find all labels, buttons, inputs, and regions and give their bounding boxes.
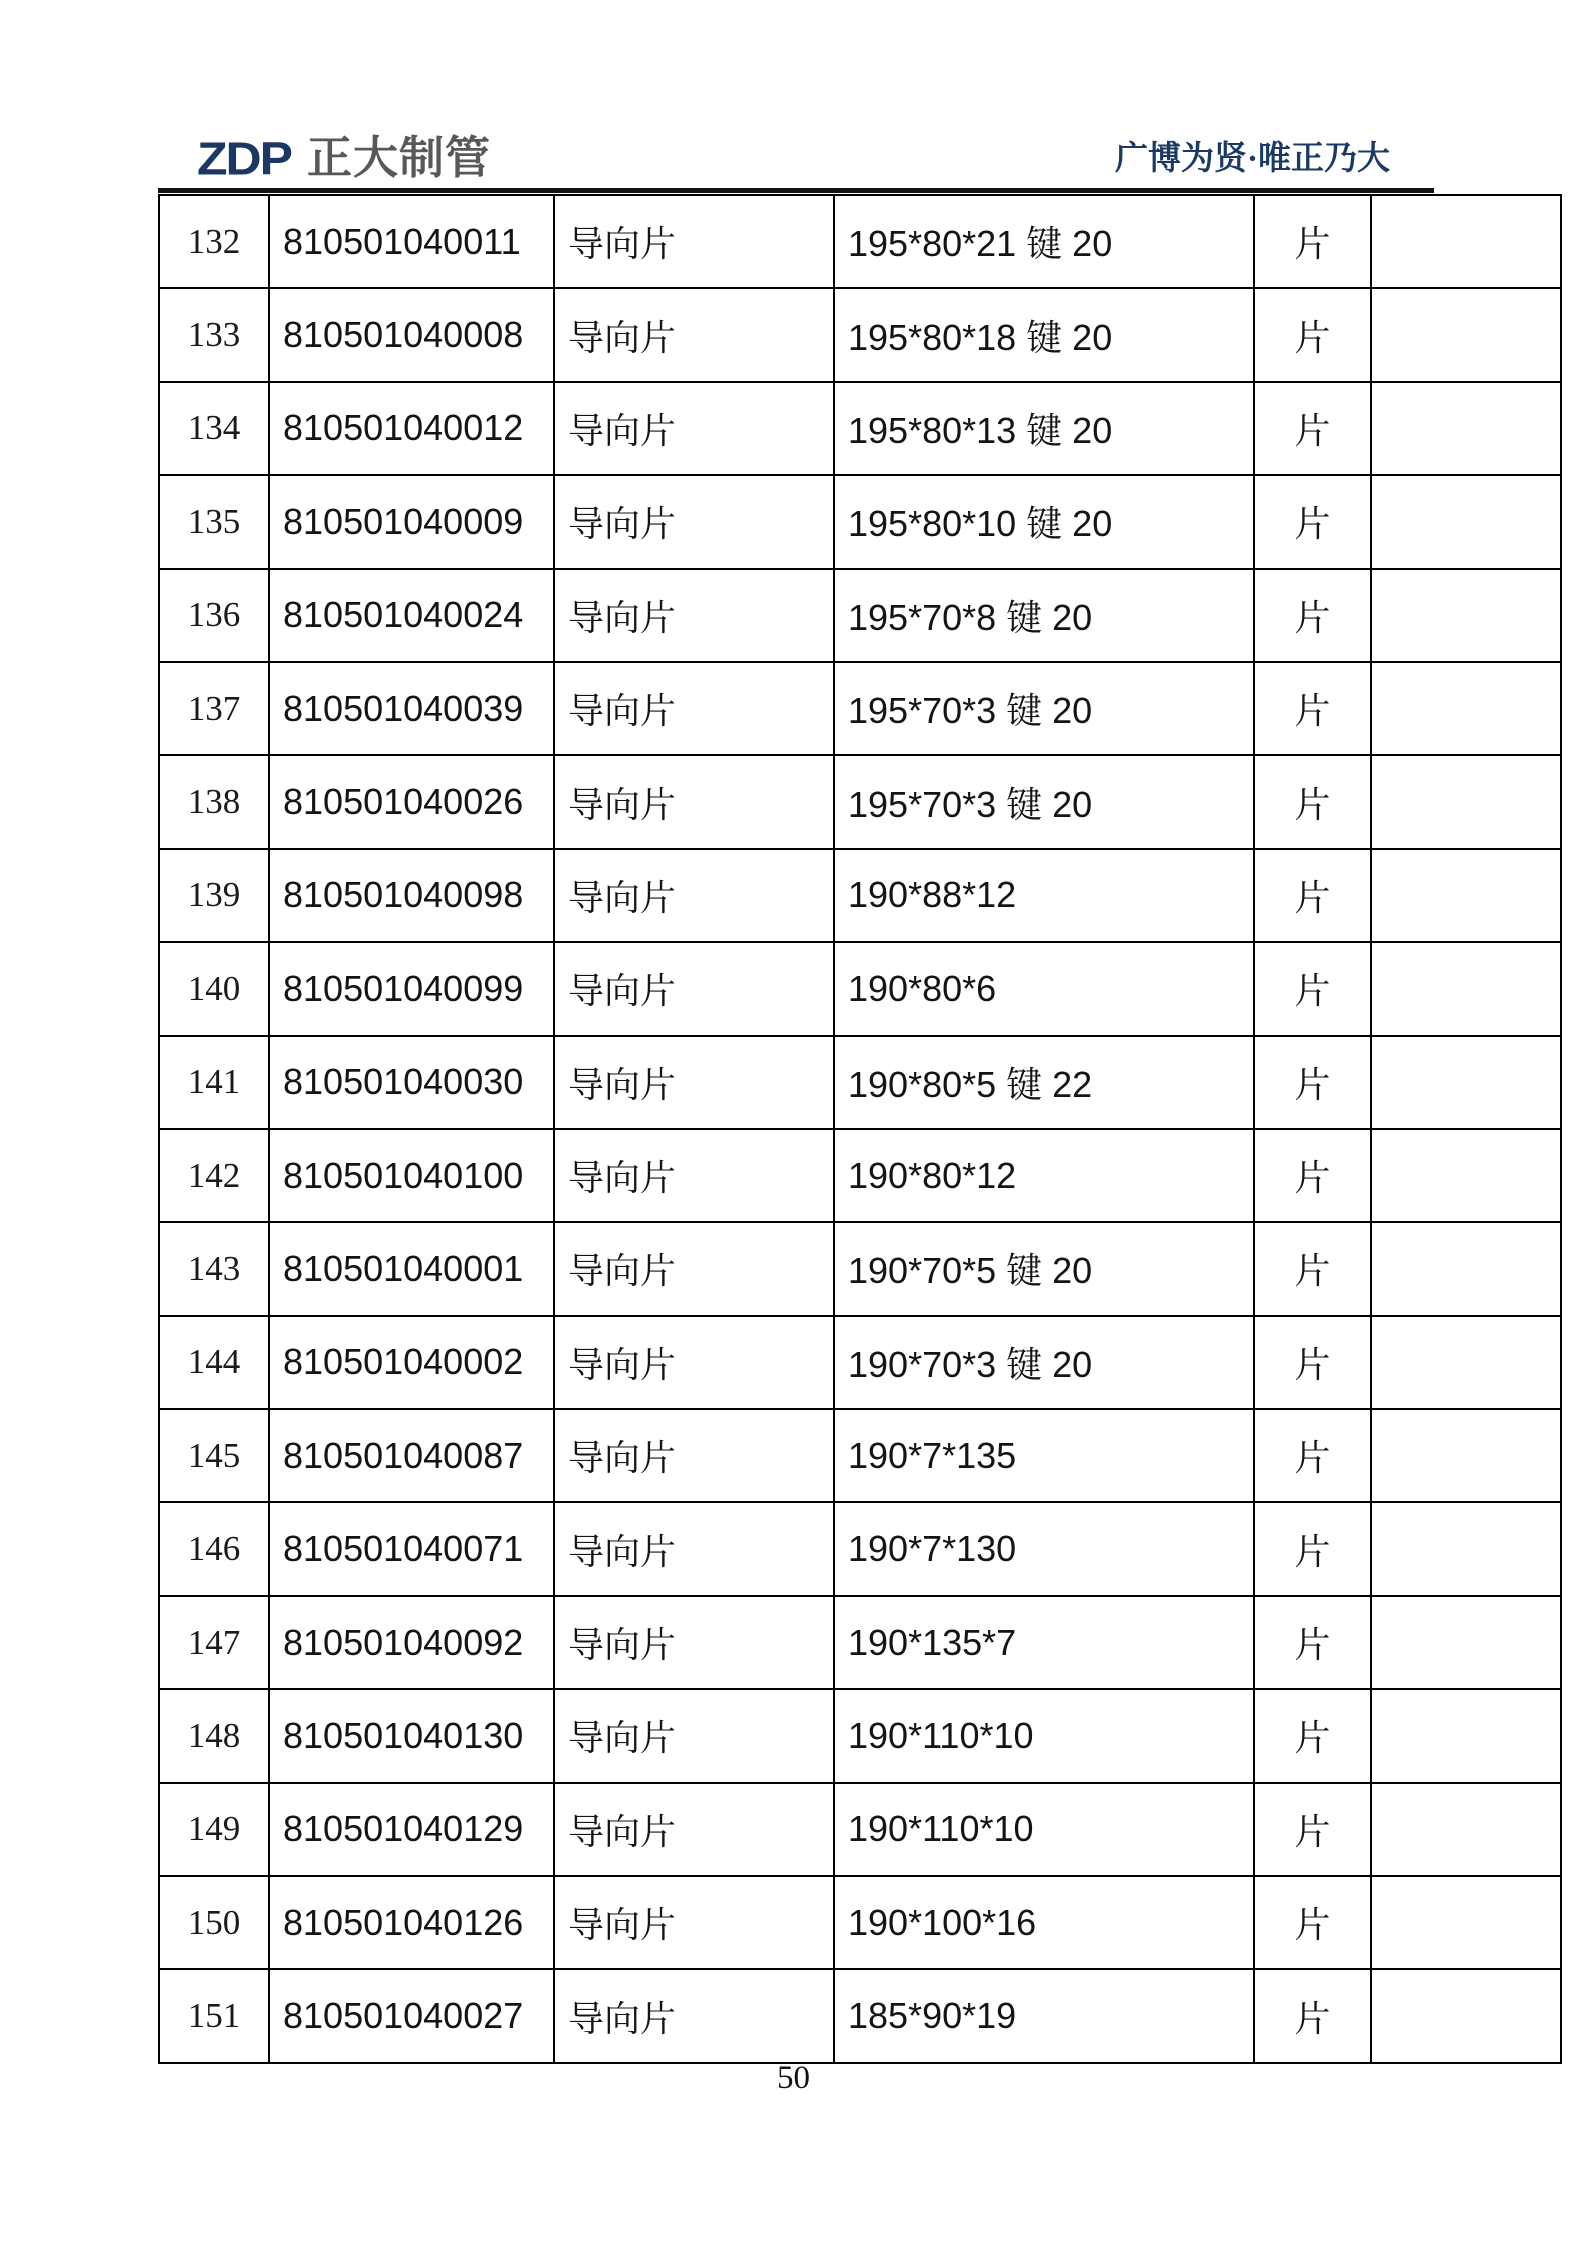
no-cell: 142 (159, 1129, 269, 1222)
spec-cell: 195*80*18 键 20 (834, 288, 1254, 381)
code-cell: 810501040092 (269, 1596, 554, 1689)
name-cell: 导向片 (554, 1222, 834, 1315)
unit-cell: 片 (1254, 1596, 1371, 1689)
spec-cell: 190*80*12 (834, 1129, 1254, 1222)
table-row (159, 475, 1561, 568)
no-cell: 138 (159, 755, 269, 848)
parts-table (158, 194, 1562, 2064)
spec-cell: 190*135*7 (834, 1596, 1254, 1689)
table-row (159, 662, 1561, 755)
unit-cell: 片 (1254, 569, 1371, 662)
name-cell: 导向片 (554, 288, 834, 381)
unit-cell: 片 (1254, 288, 1371, 381)
name-cell: 导向片 (554, 1783, 834, 1876)
no-cell: 137 (159, 662, 269, 755)
code-cell: 810501040026 (269, 755, 554, 848)
no-cell: 136 (159, 569, 269, 662)
unit-cell: 片 (1254, 1876, 1371, 1969)
spec-cell: 195*70*8 键 20 (834, 569, 1254, 662)
name-cell: 导向片 (554, 849, 834, 942)
note-cell (1371, 569, 1561, 662)
name-cell: 导向片 (554, 662, 834, 755)
name-cell: 导向片 (554, 1316, 834, 1409)
note-cell (1371, 195, 1561, 288)
unit-cell: 片 (1254, 382, 1371, 475)
no-cell: 145 (159, 1409, 269, 1502)
table-row (159, 1036, 1561, 1129)
code-cell: 810501040011 (269, 195, 554, 288)
note-cell (1371, 1783, 1561, 1876)
no-cell: 139 (159, 849, 269, 942)
code-cell: 810501040071 (269, 1502, 554, 1595)
name-cell: 导向片 (554, 755, 834, 848)
table-row (159, 755, 1561, 848)
no-cell: 134 (159, 382, 269, 475)
no-cell: 151 (159, 1969, 269, 2062)
table-row (159, 1783, 1561, 1876)
logo-zdp-text: ZDP (197, 133, 291, 185)
table-row (159, 1876, 1561, 1969)
note-cell (1371, 1316, 1561, 1409)
name-cell: 导向片 (554, 195, 834, 288)
spec-cell: 190*88*12 (834, 849, 1254, 942)
table-row (159, 942, 1561, 1035)
table-row (159, 1596, 1561, 1689)
table-row (159, 195, 1561, 288)
name-cell: 导向片 (554, 569, 834, 662)
table-row (159, 1316, 1561, 1409)
note-cell (1371, 1222, 1561, 1315)
code-cell: 810501040012 (269, 382, 554, 475)
spec-cell: 190*110*10 (834, 1689, 1254, 1782)
table-row (159, 1409, 1561, 1502)
code-cell: 810501040099 (269, 942, 554, 1035)
table-row (159, 1969, 1561, 2062)
logo-company-text: 正大制管 (307, 132, 492, 183)
code-cell: 810501040087 (269, 1409, 554, 1502)
spec-cell: 190*70*5 键 20 (834, 1222, 1254, 1315)
note-cell (1371, 1969, 1561, 2062)
no-cell: 135 (159, 475, 269, 568)
note-cell (1371, 382, 1561, 475)
spec-cell: 190*80*5 键 22 (834, 1036, 1254, 1129)
note-cell (1371, 1876, 1561, 1969)
table-row (159, 569, 1561, 662)
note-cell (1371, 1596, 1561, 1689)
code-cell: 810501040024 (269, 569, 554, 662)
code-cell: 810501040126 (269, 1876, 554, 1969)
table-row (159, 1502, 1561, 1595)
note-cell (1371, 942, 1561, 1035)
no-cell: 149 (159, 1783, 269, 1876)
note-cell (1371, 1036, 1561, 1129)
note-cell (1371, 288, 1561, 381)
unit-cell: 片 (1254, 1129, 1371, 1222)
no-cell: 148 (159, 1689, 269, 1782)
spec-cell: 195*80*21 键 20 (834, 195, 1254, 288)
unit-cell: 片 (1254, 849, 1371, 942)
code-cell: 810501040098 (269, 849, 554, 942)
spec-cell: 190*7*130 (834, 1502, 1254, 1595)
company-logo (197, 132, 492, 185)
unit-cell: 片 (1254, 1222, 1371, 1315)
no-cell: 140 (159, 942, 269, 1035)
note-cell (1371, 475, 1561, 568)
table-row (159, 288, 1561, 381)
note-cell (1371, 849, 1561, 942)
spec-cell: 185*90*19 (834, 1969, 1254, 2062)
name-cell: 导向片 (554, 1502, 834, 1595)
unit-cell: 片 (1254, 755, 1371, 848)
name-cell: 导向片 (554, 1596, 834, 1689)
name-cell: 导向片 (554, 1036, 834, 1129)
spec-cell: 195*70*3 键 20 (834, 662, 1254, 755)
name-cell: 导向片 (554, 1129, 834, 1222)
unit-cell: 片 (1254, 662, 1371, 755)
spec-cell: 190*110*10 (834, 1783, 1254, 1876)
no-cell: 146 (159, 1502, 269, 1595)
name-cell: 导向片 (554, 1409, 834, 1502)
name-cell: 导向片 (554, 942, 834, 1035)
table-row (159, 382, 1561, 475)
note-cell (1371, 1409, 1561, 1502)
no-cell: 133 (159, 288, 269, 381)
no-cell: 147 (159, 1596, 269, 1689)
code-cell: 810501040002 (269, 1316, 554, 1409)
no-cell: 143 (159, 1222, 269, 1315)
name-cell: 导向片 (554, 1689, 834, 1782)
code-cell: 810501040008 (269, 288, 554, 381)
unit-cell: 片 (1254, 475, 1371, 568)
page-number: 50 (777, 2060, 810, 2096)
name-cell: 导向片 (554, 1969, 834, 2062)
unit-cell: 片 (1254, 195, 1371, 288)
spec-cell: 190*70*3 键 20 (834, 1316, 1254, 1409)
note-cell (1371, 662, 1561, 755)
no-cell: 144 (159, 1316, 269, 1409)
code-cell: 810501040009 (269, 475, 554, 568)
unit-cell: 片 (1254, 1689, 1371, 1782)
unit-cell: 片 (1254, 1783, 1371, 1876)
table-row (159, 1129, 1561, 1222)
name-cell: 导向片 (554, 475, 834, 568)
name-cell: 导向片 (554, 382, 834, 475)
code-cell: 810501040001 (269, 1222, 554, 1315)
table-row (159, 849, 1561, 942)
name-cell: 导向片 (554, 1876, 834, 1969)
code-cell: 810501040027 (269, 1969, 554, 2062)
no-cell: 132 (159, 195, 269, 288)
unit-cell: 片 (1254, 1969, 1371, 2062)
unit-cell: 片 (1254, 1036, 1371, 1129)
table-row (159, 1222, 1561, 1315)
spec-cell: 195*70*3 键 20 (834, 755, 1254, 848)
code-cell: 810501040129 (269, 1783, 554, 1876)
code-cell: 810501040100 (269, 1129, 554, 1222)
note-cell (1371, 1129, 1561, 1222)
unit-cell: 片 (1254, 1409, 1371, 1502)
note-cell (1371, 1502, 1561, 1595)
table-row (159, 1689, 1561, 1782)
note-cell (1371, 1689, 1561, 1782)
spec-cell: 190*100*16 (834, 1876, 1254, 1969)
no-cell: 150 (159, 1876, 269, 1969)
parts-table-body (159, 195, 1561, 2063)
spec-cell: 190*7*135 (834, 1409, 1254, 1502)
header-slogan: 广博为贤·唯正乃大 (1114, 141, 1390, 177)
code-cell: 810501040030 (269, 1036, 554, 1129)
spec-cell: 195*80*13 键 20 (834, 382, 1254, 475)
code-cell: 810501040039 (269, 662, 554, 755)
unit-cell: 片 (1254, 1316, 1371, 1409)
note-cell (1371, 755, 1561, 848)
spec-cell: 195*80*10 键 20 (834, 475, 1254, 568)
header-rule-divider (158, 188, 1434, 193)
unit-cell: 片 (1254, 1502, 1371, 1595)
spec-cell: 190*80*6 (834, 942, 1254, 1035)
unit-cell: 片 (1254, 942, 1371, 1035)
no-cell: 141 (159, 1036, 269, 1129)
code-cell: 810501040130 (269, 1689, 554, 1782)
